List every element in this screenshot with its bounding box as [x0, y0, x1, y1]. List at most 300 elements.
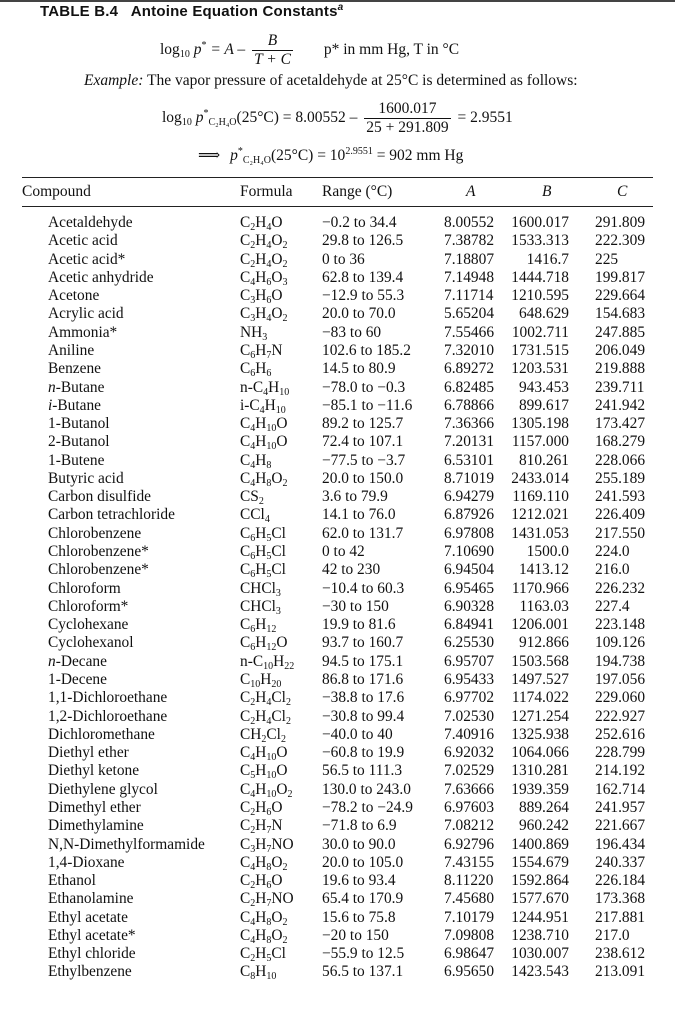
c-cell: 247.885: [595, 323, 646, 341]
table-row: [0, 762, 675, 780]
table-row: [0, 598, 675, 616]
c-cell: 229.664: [595, 287, 646, 305]
c-cell: 291.809: [595, 214, 646, 231]
table-row: [0, 232, 675, 250]
range-cell: −0.2 to 34.4: [322, 214, 397, 231]
a-cell: 6.94279: [444, 488, 495, 506]
range-cell: −85.1 to −11.6: [322, 396, 413, 414]
compound-cell: Acetone: [48, 287, 100, 305]
range-cell: −78.2 to −24.9: [322, 798, 413, 816]
range-cell: 56.5 to 137.1: [322, 963, 404, 981]
table-row: [0, 397, 675, 415]
compound-cell: Ethyl acetate: [48, 908, 128, 926]
c-cell: 229.060: [595, 689, 646, 707]
a-cell: 7.10179: [444, 908, 495, 926]
compound-cell: Aniline: [48, 341, 95, 359]
example-equation: $\log_{10} p^*_{C_2H_4O}(25^\circ C) = 8.00552$ – $\frac{1600.017}{25 + 291.809}$ = 2.9551: [162, 100, 513, 136]
compound-cell: Ethanolamine: [48, 890, 134, 908]
table-row: [0, 726, 675, 744]
formula-cell: $C_4H_6O_3$: [240, 268, 288, 288]
range-cell: 29.8 to 126.5: [322, 232, 404, 250]
a-cell: 6.53101: [444, 451, 495, 469]
c-cell: 226.184: [595, 872, 646, 890]
c-cell: 109.126: [595, 634, 646, 652]
table-row: [0, 379, 675, 397]
c-cell: 217.550: [595, 524, 646, 542]
a-cell: 7.09808: [444, 926, 495, 944]
range-cell: 14.5 to 80.9: [322, 360, 396, 378]
compound-cell: Chloroform: [48, 579, 121, 597]
range-cell: 56.5 to 111.3: [322, 762, 403, 780]
c-cell: 228.066: [595, 451, 646, 469]
a-cell: 7.10690: [444, 543, 495, 561]
a-cell: 6.97808: [444, 524, 495, 542]
a-cell: 6.95465: [444, 579, 495, 597]
c-cell: 214.192: [595, 762, 646, 780]
b-cell: 960.242: [518, 817, 569, 835]
c-cell: 240.337: [595, 853, 646, 871]
formula-cell: $NH_3$: [240, 323, 268, 343]
formula-cell: $C_8H_{10}$: [240, 963, 277, 983]
compound-cell: Ethyl acetate*: [48, 926, 136, 944]
c-cell: 238.612: [595, 945, 646, 963]
table-title: TABLE B.4 Antoine Equation Constants$^a$: [40, 2, 344, 20]
table-row: [0, 689, 675, 707]
table-row: [0, 927, 675, 945]
a-cell: 7.08212: [444, 817, 495, 835]
range-cell: 42 to 230: [322, 561, 381, 579]
compound-cell: 1-Butanol: [48, 415, 110, 433]
table-row: [0, 269, 675, 287]
formula-cell: $C_{10}H_{20}$: [240, 671, 282, 690]
b-cell: 1210.595: [511, 287, 569, 305]
range-cell: 62.8 to 139.4: [322, 268, 404, 286]
formula-cell: $C_4H_{10}O$: [240, 415, 288, 435]
table-row: [0, 433, 675, 451]
a-cell: 6.92032: [444, 744, 495, 762]
range-cell: −40.0 to 40: [322, 725, 393, 743]
range-cell: 130.0 to 243.0: [322, 780, 411, 798]
range-cell: 20.0 to 70.0: [322, 305, 396, 323]
a-cell: 7.43155: [444, 853, 495, 871]
compound-cell: Dimethyl ether: [48, 798, 141, 816]
b-cell: 889.264: [518, 798, 569, 816]
compound-cell: Ethanol: [48, 872, 96, 890]
b-cell: 1170.966: [511, 579, 569, 597]
example-text: Example: The vapor pressure of acetaldehyde at 25°C is determined as follows:: [84, 72, 578, 89]
formula-cell: $C_4H_{10}O$: [240, 433, 288, 453]
c-cell: 168.279: [595, 433, 646, 451]
formula-cell: $C_2H_4O$: [240, 214, 283, 233]
formula-cell: $C_3H_6O$: [240, 287, 283, 307]
table-row: [0, 616, 675, 634]
range-cell: −30 to 150: [322, 597, 389, 615]
c-cell: 225: [595, 250, 619, 268]
b-cell: 1592.864: [511, 872, 569, 890]
c-cell: 228.799: [595, 744, 646, 762]
b-cell: 1157.000: [511, 433, 569, 451]
b-cell: 1554.679: [511, 853, 569, 871]
formula-cell: $CH_2Cl_2$: [240, 725, 286, 745]
c-cell: 173.368: [595, 890, 646, 908]
b-cell: 1310.281: [511, 762, 569, 780]
a-cell: 7.14948: [444, 268, 495, 286]
formula-cell: $C_2H_4Cl_2$: [240, 707, 291, 727]
c-cell: 255.189: [595, 469, 646, 487]
compound-cell: n-Decane: [48, 652, 107, 670]
formula-cell: $C_6H_5Cl$: [240, 524, 286, 544]
formula-cell: CHCl$_3$: [240, 579, 281, 599]
range-cell: −71.8 to 6.9: [322, 817, 397, 835]
formula-cell: $C_4H_{10}O_2$: [240, 780, 293, 800]
a-cell: 6.97702: [444, 689, 495, 707]
table-title-bar: [0, 0, 675, 24]
a-cell: 7.02529: [444, 762, 495, 780]
a-cell: 8.71019: [444, 469, 495, 487]
a-cell: 6.25530: [444, 634, 495, 652]
table-row: [0, 452, 675, 470]
a-cell: 6.87926: [444, 506, 495, 524]
c-cell: 239.711: [595, 378, 645, 396]
c-cell: 252.616: [595, 725, 646, 743]
compound-cell: Benzene: [48, 360, 101, 378]
range-cell: −10.4 to 60.3: [322, 579, 405, 597]
formula-cell: $C_2H_4Cl_2$: [240, 689, 291, 709]
formula-cell: $C_4H_8$: [240, 451, 272, 471]
c-cell: 219.888: [595, 360, 646, 378]
a-cell: 7.40916: [444, 725, 495, 743]
range-cell: 14.1 to 76.0: [322, 506, 396, 524]
range-cell: 0 to 42: [322, 543, 365, 561]
table-row: [0, 653, 675, 671]
b-cell: 1064.066: [511, 744, 569, 762]
compound-cell: Acetic acid: [48, 232, 118, 250]
b-cell: 1163.03: [519, 597, 569, 615]
formula-cell: $C_2H_6O$: [240, 872, 283, 892]
c-cell: 221.667: [595, 817, 646, 835]
compound-cell: Diethylene glycol: [48, 780, 158, 798]
formula-cell: $C_6H_7N$: [240, 341, 283, 361]
b-cell: 1444.718: [511, 268, 569, 286]
a-cell: 6.90328: [444, 597, 495, 615]
a-cell: 7.38782: [444, 232, 495, 250]
table-row: [0, 360, 675, 378]
c-cell: 196.434: [595, 835, 646, 853]
range-cell: 20.0 to 150.0: [322, 469, 404, 487]
header-c: C: [617, 183, 628, 200]
formula-cell: CCl$_4$: [240, 506, 270, 526]
c-cell: 197.056: [595, 671, 646, 688]
formula-cell: $n-C_{10}H_{22}$: [240, 652, 295, 672]
table-row: [0, 836, 675, 854]
a-cell: 7.36366: [444, 415, 495, 433]
b-cell: 1497.527: [511, 671, 569, 688]
antoine-fraction: $\frac{B}{T + C}$: [254, 32, 291, 68]
formula-cell: $C_6H_{12}$: [240, 616, 277, 636]
c-cell: 241.957: [595, 798, 646, 816]
c-cell: 222.309: [595, 232, 646, 250]
header-compound: Compound: [22, 183, 91, 200]
b-cell: 1503.568: [511, 652, 569, 670]
b-cell: 1416.7: [526, 250, 569, 268]
c-cell: 173.427: [595, 415, 646, 433]
a-cell: 6.82485: [444, 378, 495, 396]
b-cell: 1238.710: [511, 926, 569, 944]
c-cell: 154.683: [595, 305, 646, 323]
compound-cell: Acetic anhydride: [48, 268, 154, 286]
table-row: [0, 890, 675, 908]
compound-cell: Dichloromethane: [48, 725, 155, 743]
table-row: [0, 525, 675, 543]
table-row: [0, 909, 675, 927]
a-cell: 7.18807: [444, 250, 495, 268]
formula-cell: $C_2H_4O_2$: [240, 232, 288, 252]
range-cell: −83 to 60: [322, 323, 382, 341]
a-cell: 6.84941: [444, 616, 495, 634]
a-cell: 7.55466: [444, 323, 495, 341]
example-fraction: $\frac{1600.017}{25 + 291.809}$: [366, 100, 449, 136]
table-row: [0, 506, 675, 524]
b-cell: 899.617: [518, 396, 569, 414]
c-cell: 194.738: [595, 652, 646, 670]
a-cell: 8.00552: [444, 214, 495, 231]
example-result: ⟹ $p^*_{C_2H_4O}(25^\circ C) = 10^{2.9551} = 902$ mm Hg: [198, 146, 464, 166]
b-cell: 1939.359: [511, 780, 569, 798]
range-cell: 65.4 to 170.9: [322, 890, 404, 908]
formula-cell: $C_4H_{10}O$: [240, 744, 288, 764]
b-cell: 1271.254: [511, 707, 569, 725]
compound-cell: 1,2-Dichloroethane: [48, 707, 168, 725]
b-cell: 1500.0: [526, 543, 569, 561]
table-row: [0, 305, 675, 323]
formula-cell: $C_2H_7N$: [240, 817, 283, 837]
table-header-rule: [22, 206, 653, 207]
b-cell: 943.453: [518, 378, 569, 396]
compound-cell: Dimethylamine: [48, 817, 144, 835]
table-row: [0, 817, 675, 835]
b-cell: 810.261: [518, 451, 569, 469]
a-cell: 7.63666: [444, 780, 495, 798]
formula-cell: $C_6H_5Cl$: [240, 561, 286, 581]
table-row: [0, 324, 675, 342]
a-cell: 7.02530: [444, 707, 495, 725]
table-top-rule: [22, 177, 653, 178]
range-cell: −20 to 150: [322, 926, 389, 944]
table-row: [0, 872, 675, 890]
table-row: [0, 671, 675, 689]
c-cell: 216.0: [595, 561, 630, 579]
compound-cell: Ethylbenzene: [48, 963, 132, 981]
a-cell: 7.32010: [444, 341, 495, 359]
c-cell: 241.593: [595, 488, 646, 506]
formula-cell: $C_4H_8O_2$: [240, 469, 288, 489]
c-cell: 206.049: [595, 341, 646, 359]
b-cell: 1244.951: [511, 908, 569, 926]
formula-cell: $C_2H_6O$: [240, 798, 283, 818]
table-row: [0, 945, 675, 963]
table-row: [0, 580, 675, 598]
table-row: [0, 287, 675, 305]
formula-cell: $C_6H_{12}O$: [240, 634, 288, 654]
table-row: [0, 415, 675, 433]
c-cell: 222.927: [595, 707, 646, 725]
range-cell: −38.8 to 17.6: [322, 689, 405, 707]
range-cell: 15.6 to 75.8: [322, 908, 396, 926]
formula-cell: $C_6H_5Cl$: [240, 543, 286, 563]
range-cell: 20.0 to 105.0: [322, 853, 404, 871]
compound-cell: Cyclohexane: [48, 616, 129, 634]
formula-cell: $C_4H_8O_2$: [240, 926, 288, 946]
compound-cell: Acrylic acid: [48, 305, 124, 323]
b-cell: 1002.711: [511, 323, 569, 341]
table-row: [0, 799, 675, 817]
antoine-equation: $\log_{10} p^* = A$ – $\frac{B}{T + C}$ p* in mm Hg, T in °C: [160, 32, 460, 68]
range-cell: −12.9 to 55.3: [322, 287, 405, 305]
compound-cell: Diethyl ketone: [48, 762, 140, 780]
compound-cell: Cyclohexanol: [48, 634, 134, 652]
range-cell: −60.8 to 19.9: [322, 744, 405, 762]
formula-cell: $i-C_4H_{10}$: [240, 396, 286, 416]
compound-cell: 1-Decene: [48, 671, 107, 688]
compound-cell: Acetaldehyde: [48, 214, 133, 231]
b-cell: 1413.12: [518, 561, 569, 579]
b-cell: 1203.531: [511, 360, 569, 378]
a-cell: 6.95433: [444, 671, 495, 688]
range-cell: 102.6 to 185.2: [322, 341, 411, 359]
b-cell: 1206.001: [511, 616, 569, 634]
b-cell: 1423.543: [511, 963, 569, 981]
c-cell: 217.881: [595, 908, 646, 926]
b-cell: 1325.938: [511, 725, 569, 743]
formula-cell: $C_5H_{10}O$: [240, 762, 288, 782]
a-cell: 6.78866: [444, 396, 495, 414]
table-row: [0, 543, 675, 561]
compound-cell: Carbon tetrachloride: [48, 506, 175, 524]
a-cell: 8.11220: [444, 872, 494, 890]
a-cell: 6.92796: [444, 835, 495, 853]
formula-cell: CHCl$_3$: [240, 597, 281, 617]
b-cell: 912.866: [518, 634, 569, 652]
compound-cell: n-Butane: [48, 378, 105, 396]
c-cell: 162.714: [595, 780, 646, 798]
range-cell: 86.8 to 171.6: [322, 671, 404, 688]
compound-cell: 2-Butanol: [48, 433, 110, 451]
compound-cell: Ammonia*: [48, 323, 118, 341]
compound-cell: Ethyl chloride: [48, 945, 136, 963]
range-cell: −77.5 to −3.7: [322, 451, 406, 469]
c-cell: 226.232: [595, 579, 646, 597]
b-cell: 1600.017: [511, 214, 569, 231]
header-a: A: [466, 183, 476, 200]
compound-cell: 1,1-Dichloroethane: [48, 689, 168, 707]
a-cell: 6.94504: [444, 561, 495, 579]
table-row: [0, 963, 675, 981]
formula-cell: $C_4H_8O_2$: [240, 908, 288, 928]
compound-cell: Chlorobenzene: [48, 524, 142, 542]
formula-cell: $C_4H_8O_2$: [240, 853, 288, 873]
b-cell: 1212.021: [511, 506, 569, 524]
table-row: [0, 214, 675, 232]
table-row: [0, 342, 675, 360]
a-cell: 7.45680: [444, 890, 495, 908]
b-cell: 1431.053: [511, 524, 569, 542]
a-cell: 5.65204: [444, 305, 495, 323]
formula-cell: $C_6H_6$: [240, 360, 272, 380]
table-row: [0, 470, 675, 488]
range-cell: −78.0 to −0.3: [322, 378, 406, 396]
range-cell: 93.7 to 160.7: [322, 634, 404, 652]
compound-cell: Chloroform*: [48, 597, 129, 615]
header-b: B: [542, 183, 552, 200]
table-row: [0, 781, 675, 799]
formula-cell: $C_2H_5Cl$: [240, 945, 286, 965]
formula-cell: $n-C_4H_{10}$: [240, 378, 290, 398]
formula-cell: $C_3H_4O_2$: [240, 305, 288, 325]
a-cell: 6.89272: [444, 360, 495, 378]
compound-cell: i-Butane: [48, 396, 102, 414]
table-row: [0, 744, 675, 762]
compound-cell: Carbon disulfide: [48, 488, 152, 506]
compound-cell: 1,4-Dioxane: [48, 853, 125, 871]
a-cell: 6.95707: [444, 652, 495, 670]
c-cell: 241.942: [595, 396, 646, 414]
compound-cell: 1-Butene: [48, 451, 105, 469]
formula-cell: $C_2H_7NO$: [240, 890, 294, 910]
b-cell: 1305.198: [511, 415, 569, 433]
table-row: [0, 488, 675, 506]
a-cell: 6.95650: [444, 963, 495, 981]
a-cell: 7.11714: [444, 287, 494, 305]
a-cell: 6.98647: [444, 945, 495, 963]
b-cell: 1174.022: [511, 689, 569, 707]
c-cell: 227.4: [595, 597, 630, 615]
range-cell: 62.0 to 131.7: [322, 524, 404, 542]
c-cell: 213.091: [595, 963, 646, 981]
header-formula: Formula: [240, 183, 293, 200]
c-cell: 226.409: [595, 506, 646, 524]
b-cell: 1731.515: [511, 341, 569, 359]
formula-cell: $C_3H_7NO$: [240, 835, 294, 855]
b-cell: 1533.313: [511, 232, 569, 250]
b-cell: 648.629: [518, 305, 569, 323]
range-cell: 19.9 to 81.6: [322, 616, 396, 634]
b-cell: 1400.869: [511, 835, 569, 853]
c-cell: 199.817: [595, 268, 646, 286]
c-cell: 217.0: [595, 926, 630, 944]
b-cell: 1169.110: [512, 488, 569, 506]
compound-cell: Acetic acid*: [48, 250, 126, 268]
table-row: [0, 251, 675, 269]
range-cell: −30.8 to 99.4: [322, 707, 405, 725]
range-cell: 89.2 to 125.7: [322, 415, 404, 433]
range-cell: −55.9 to 12.5: [322, 945, 405, 963]
table-row: [0, 634, 675, 652]
range-cell: 19.6 to 93.4: [322, 872, 396, 890]
implies-arrow-icon: ⟹: [198, 147, 221, 164]
table-row: [0, 708, 675, 726]
formula-cell: $C_2H_4O_2$: [240, 250, 288, 270]
table-row: [0, 561, 675, 579]
b-cell: 2433.014: [511, 469, 569, 487]
a-cell: 7.20131: [444, 433, 495, 451]
formula-cell: $CS_2$: [240, 488, 264, 508]
table-row: [0, 854, 675, 872]
range-cell: 30.0 to 90.0: [322, 835, 396, 853]
compound-cell: Chlorobenzene*: [48, 543, 149, 561]
a-cell: 6.97603: [444, 798, 495, 816]
compound-cell: Chlorobenzene*: [48, 561, 149, 579]
c-cell: 224.0: [595, 543, 630, 561]
